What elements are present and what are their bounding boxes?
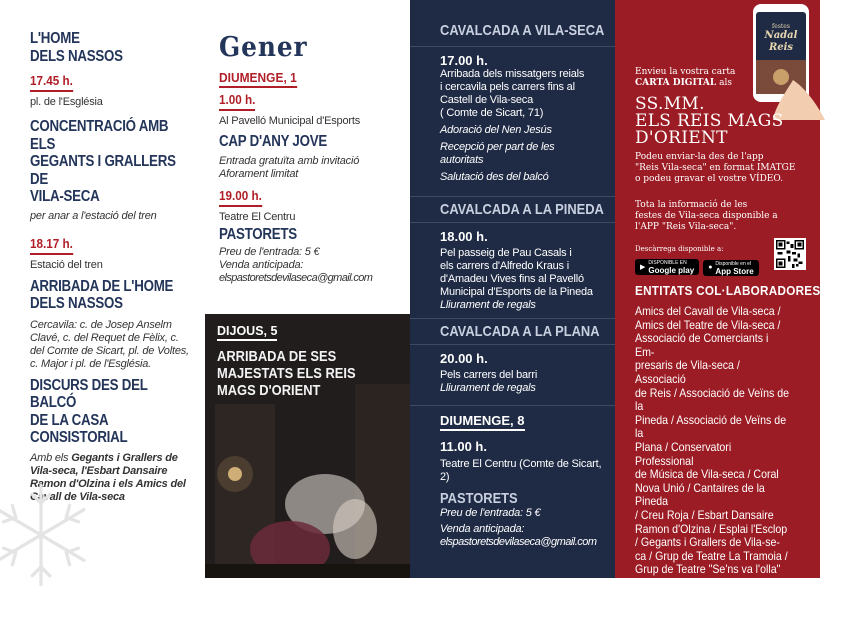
text-line: "Reis Vila-seca" en format IMATGE [635, 163, 796, 173]
event-title: CAP D'ANY JOVE [219, 133, 327, 150]
badge-small-text: DISPONIBLE EN [648, 260, 687, 266]
text-line: Amics del Cavall de Vila-seca / [635, 304, 781, 318]
text-line: Castell de Vila-seca [440, 94, 534, 106]
text-line: Ramon d'Olzina / Esplai l'Esclop [635, 521, 788, 536]
event-time: 18.17 h. [30, 236, 73, 255]
text-fragment: Gegants i Grallers de [71, 451, 178, 464]
text-line: o podeu gravar el vostre VÍDEO. [635, 174, 784, 184]
activity: Adoració del Nen Jesús [440, 124, 552, 136]
day-heading: DIUMENGE, 1 [219, 70, 297, 88]
text-line: de Vila-seca / Punt d'Informació [635, 589, 785, 604]
phone-text: Nadal [764, 30, 798, 41]
title-line: MAJESTATS ELS REIS [217, 365, 356, 382]
text-line: Pel passeig de Pau Casals i [440, 247, 572, 259]
day-heading: DIJOUS, 5 [217, 324, 277, 341]
text-line: Centru. [635, 616, 670, 631]
activity: Lliurament de regals [440, 382, 536, 394]
text-line: Associació de Comerciants i Em- [635, 331, 769, 359]
text-fragment: Amb els [30, 451, 72, 464]
text-line: Envieu la vostra carta [635, 67, 736, 77]
event-place: Teatre El Centru (Comte de Sicart, 2) [440, 458, 602, 483]
event-time: 20.00 h. [440, 351, 488, 366]
text-line: d'Amadeu Vives fins al Pavelló [440, 273, 584, 285]
event-place: Estació del tren [30, 258, 103, 271]
entities-heading: ENTITATS COL·LABORADORES [635, 283, 821, 298]
title-line: GEGANTS I GRALLERS DE [30, 153, 176, 188]
email-address: elspastoretsdevilaseca@gmail.com [219, 272, 373, 284]
text-line: Aforament limitat [219, 167, 299, 180]
text-line: / Gegants i Grallers de Vila-se- [635, 535, 780, 550]
title-line: ARRIBADA DE SES [217, 348, 337, 365]
text-line: Clavé, c. del Requet de Fèlix, c. [30, 331, 179, 344]
badge-big-text: Google play [648, 266, 695, 275]
app-store-button[interactable] [703, 260, 758, 276]
text-line: Podeu enviar-la des de l'app [635, 152, 764, 162]
section-heading: CAVALCADA A VILA-SECA [440, 22, 605, 39]
text-line: Cavall de Vila-seca [30, 490, 125, 503]
title-line: DELS NASSOS [30, 295, 123, 312]
event-time: 11.00 h. [440, 439, 487, 454]
section-heading: CAVALCADA A LA PINEDA [440, 201, 604, 218]
text-line: Nova Unió / Cantaires de la Pineda [635, 480, 765, 509]
event-time: 1.00 h. [219, 92, 255, 111]
event-note: per anar a l'estació del tren [30, 209, 157, 222]
event-time: 17.45 h. [30, 73, 73, 92]
entities-list [635, 305, 790, 631]
text-line: Tota la informació de les [635, 200, 748, 210]
text-line: Preu de l'entrada: 5 € [219, 246, 320, 258]
text-line: c. Major i pl. de l'Església. [30, 357, 152, 370]
send-letter-text [635, 67, 745, 89]
event-title: PASTORETS [440, 490, 518, 507]
text-line: Preu de l'entrada: 5 € [440, 507, 541, 519]
text-line: Pineda / Associació de Veïns de la [635, 412, 787, 441]
divider [410, 46, 615, 47]
text-line: i cercavila pels carrers fins al [440, 81, 575, 93]
column-cavalcades [410, 0, 615, 578]
event-description [440, 68, 607, 120]
email-address: elspastoretsdevilaseca@gmail.com [440, 536, 597, 548]
text-line: de Reis / Associació de Veïns de la [635, 385, 790, 414]
ticket-info [440, 507, 607, 549]
title-line: L'HOME [30, 30, 80, 47]
section-title [30, 30, 191, 65]
title-line: MAGS D'ORIENT [217, 382, 321, 399]
apple-icon: ● [708, 264, 713, 271]
title-line: DE LA CASA CONSISTORIAL [30, 411, 128, 446]
event-place: Teatre El Centru [219, 210, 296, 223]
event-place: Al Pavelló Municipal d'Esports [219, 115, 361, 127]
app-info [635, 200, 815, 233]
event-time: 19.00 h. [219, 188, 262, 207]
text-line: ( Comte de Sicart, 71) [440, 107, 544, 119]
column-carta-digital [615, 0, 821, 631]
event-title [30, 278, 191, 313]
event-time: 18.00 h. [440, 229, 488, 244]
divider [410, 222, 615, 223]
reis-mags-photo [205, 314, 410, 578]
route-description [30, 319, 191, 371]
text-line: Venda anticipada: [219, 259, 304, 271]
qr-code-icon[interactable] [774, 238, 806, 270]
app-instructions [635, 152, 815, 185]
event-description: Pels carrers del barri [440, 369, 538, 381]
text-line: Recepció per part de les [440, 141, 555, 153]
phone-text: festes [772, 23, 790, 30]
title-line: DELS NASSOS [30, 47, 123, 65]
divider [410, 405, 615, 406]
download-label: Descàrrega disponible a: [635, 245, 724, 253]
activity: Lliurament de regals [440, 299, 536, 311]
text-line: autoritats [440, 154, 484, 166]
activity: Salutació des del balcó [440, 171, 549, 183]
text-line: / Patronat Municipal de Turisme [635, 575, 785, 590]
text-line: de Música de Vila-seca / Coral [635, 467, 779, 482]
badge-small-text: Disponible en el [715, 260, 752, 267]
event-title [30, 118, 191, 206]
divider [410, 196, 615, 197]
text-line: Ramon d'Olzina i els Amics del [30, 477, 186, 490]
text-line: ca / Grup de Teatre La Tramoia / [635, 548, 788, 563]
text-line: festes de Vila-seca disponible a [635, 211, 778, 221]
text-line: / Creu Roja / Esbart Dansaire [635, 507, 774, 522]
event-place: pl. de l'Església [30, 96, 103, 108]
text-fragment: CARTA DIGITAL [635, 78, 717, 88]
column-home-dels-nassos [0, 0, 205, 578]
text-line: Municipal d'Esports de la Pineda [440, 286, 593, 298]
event-title: PASTORETS [219, 225, 297, 243]
title-line: SS.MM. [635, 94, 705, 114]
title-line: ARRIBADA DE L'HOME [30, 277, 174, 295]
google-play-button[interactable] [635, 259, 699, 275]
text-line: Juvenil de Vila-seca / Societat El [635, 603, 789, 618]
event-time: 17.00 h. [440, 53, 488, 68]
badge-big-text: App Store [715, 266, 754, 276]
title-line: VILA-SECA [30, 188, 100, 205]
text-line: Grup de Teatre "Se'ns va l'olla" [635, 562, 781, 577]
photo-caption [205, 314, 410, 407]
text-line: Venda anticipada: [440, 523, 525, 535]
title-line: ELS REIS MAGS [635, 111, 784, 131]
divider [410, 318, 615, 319]
text-line: presaris de Vila-seca / Associació [635, 358, 740, 386]
phone-text: Reis [768, 42, 794, 53]
section-heading: CAVALCADA A LA PLANA [440, 323, 600, 340]
text-fragment: als [716, 78, 732, 88]
title-line: CONCENTRACIÓ AMB ELS [30, 118, 169, 153]
event-note [219, 155, 400, 181]
store-badges [635, 256, 763, 276]
title-line: D'ORIENT [635, 128, 728, 148]
snowflake-icon [0, 480, 96, 590]
play-icon: ▶ [640, 264, 646, 271]
text-line: Amics del Teatre de Vila-seca / [635, 317, 781, 332]
text-line: del Comte de Sicart, pl. de Voltes, [30, 344, 189, 357]
event-title [30, 377, 191, 447]
kings-title [635, 96, 785, 147]
text-line: Vila-seca, l'Esbart Dansaire [30, 464, 168, 477]
activity [440, 141, 607, 167]
title-line: DISCURS DES DEL BALCÓ [30, 376, 148, 411]
text-line: els carrers d'Alfredo Kraus i [440, 260, 569, 272]
text-line: Cercavila: c. de Josep Anselm [30, 318, 172, 331]
text-line: Arribada dels missatgers reials [440, 68, 585, 80]
event-title [217, 348, 398, 399]
text-line: Entrada gratuïta amb invitació [219, 154, 360, 167]
ticket-info [219, 246, 400, 285]
text-line: l'APP "Reis Vila-seca". [635, 222, 737, 232]
divider [410, 344, 615, 345]
day-heading: DIUMENGE, 8 [440, 413, 525, 431]
text-line: Plana / Conservatori Professional [635, 439, 732, 468]
month-title: Gener [219, 32, 308, 63]
event-description [440, 247, 607, 299]
